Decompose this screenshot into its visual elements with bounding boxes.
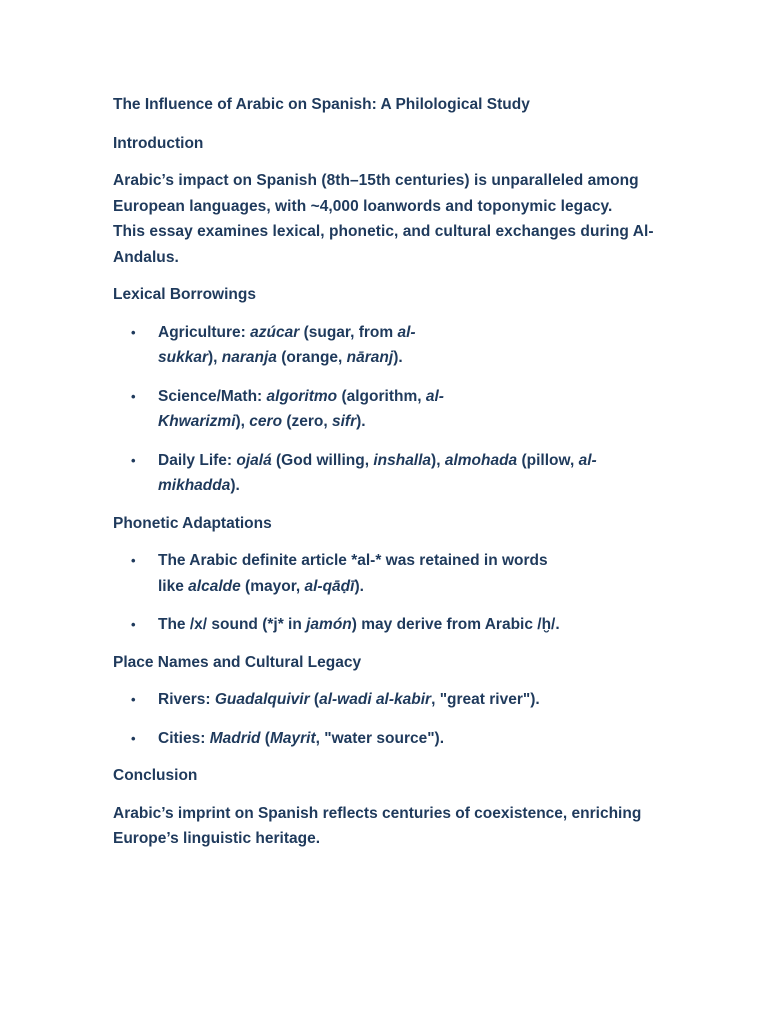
item-text: The Arabic definite article *al-* was retained in words bbox=[158, 552, 548, 569]
item-text: ), bbox=[207, 349, 222, 366]
item-text: ). bbox=[230, 477, 240, 494]
item-label: Agriculture: bbox=[158, 323, 251, 341]
term: ojalá bbox=[236, 451, 272, 469]
bullet-icon: • bbox=[131, 388, 136, 404]
conclusion-paragraph bbox=[113, 801, 673, 852]
term: jamón bbox=[306, 616, 352, 633]
phonetic-list bbox=[113, 548, 673, 638]
list-item bbox=[113, 448, 673, 499]
item-text: ), bbox=[431, 451, 445, 469]
term: al- bbox=[397, 323, 416, 341]
term: inshalla bbox=[373, 451, 432, 469]
introduction-paragraph bbox=[113, 168, 673, 270]
item-text: ). bbox=[393, 349, 403, 366]
term: sifr bbox=[332, 413, 357, 430]
term: Guadalquivir bbox=[214, 691, 310, 708]
item-text: (sugar, from bbox=[299, 323, 398, 341]
term: azúcar bbox=[250, 323, 300, 341]
item-text: (algorithm, bbox=[337, 387, 426, 405]
item-text: ). bbox=[354, 577, 364, 595]
bullet-icon: • bbox=[131, 617, 136, 632]
term: al-wadi al-kabir bbox=[319, 691, 432, 708]
item-label: Rivers: bbox=[158, 691, 215, 708]
item-text: ( bbox=[309, 691, 320, 708]
conclusion-line: Europe’s linguistic heritage. bbox=[113, 830, 320, 847]
term: Mayrit bbox=[269, 729, 316, 747]
section-heading-conclusion: Conclusion bbox=[113, 767, 198, 784]
item-text: ). bbox=[356, 413, 366, 430]
item-text: (zero, bbox=[282, 413, 332, 430]
term: almohada bbox=[444, 451, 518, 469]
list-item bbox=[113, 612, 673, 638]
list-item bbox=[113, 548, 673, 599]
term: alcalde bbox=[188, 577, 241, 595]
section-heading-introduction: Introduction bbox=[113, 134, 204, 152]
item-text: (God willing, bbox=[271, 451, 374, 469]
item-label: Cities: bbox=[158, 729, 210, 747]
term: algoritmo bbox=[266, 387, 338, 405]
term: nāranj bbox=[346, 349, 394, 366]
term: Madrid bbox=[209, 729, 261, 747]
term: cero bbox=[249, 413, 283, 430]
item-text: , "water source"). bbox=[315, 729, 445, 747]
section-heading-phonetic: Phonetic Adaptations bbox=[113, 514, 272, 532]
section-heading-lexical: Lexical Borrowings bbox=[113, 286, 256, 303]
places-list bbox=[113, 687, 673, 751]
bullet-icon: • bbox=[131, 553, 136, 568]
list-item bbox=[113, 726, 673, 752]
list-item bbox=[113, 687, 673, 713]
term: al-qāḍī bbox=[304, 577, 355, 595]
list-item bbox=[113, 384, 673, 435]
item-text: ) may derive from Arabic /ḫ/. bbox=[351, 616, 560, 633]
item-text: , "great river"). bbox=[431, 691, 540, 708]
bullet-icon: • bbox=[131, 324, 136, 340]
document-page bbox=[113, 92, 673, 864]
list-item bbox=[113, 320, 673, 371]
bullet-icon: • bbox=[131, 452, 136, 468]
intro-line: European languages, with ~4,000 loanwords and toponymic legacy. bbox=[113, 197, 613, 215]
term: sukkar bbox=[158, 349, 208, 366]
item-text: (orange, bbox=[276, 349, 347, 366]
item-text: (pillow, bbox=[517, 451, 579, 469]
item-text: (mayor, bbox=[240, 577, 305, 595]
bullet-icon: • bbox=[131, 692, 136, 707]
item-text: ( bbox=[260, 729, 270, 747]
term: al- bbox=[425, 387, 444, 405]
intro-line: Andalus. bbox=[113, 248, 179, 266]
item-text: The /x/ sound (*j* in bbox=[158, 616, 307, 633]
bullet-icon: • bbox=[131, 730, 136, 746]
item-text: like bbox=[158, 577, 189, 595]
item-label: Science/Math: bbox=[158, 387, 267, 405]
term: Khwarizmi bbox=[158, 413, 236, 430]
lexical-list bbox=[113, 320, 673, 499]
document-title: The Influence of Arabic on Spanish: A Philological Study bbox=[113, 96, 530, 113]
intro-line: Arabic’s impact on Spanish (8th–15th centuries) is unparalleled among bbox=[113, 172, 639, 189]
item-label: Daily Life: bbox=[158, 451, 237, 469]
section-heading-places: Place Names and Cultural Legacy bbox=[113, 653, 362, 671]
term: mikhadda bbox=[158, 477, 231, 494]
item-text: ), bbox=[235, 413, 250, 430]
term: al- bbox=[578, 451, 597, 469]
intro-line: This essay examines lexical, phonetic, and cultural exchanges during Al- bbox=[113, 223, 654, 240]
conclusion-line: Arabic’s imprint on Spanish reflects centuries of coexistence, enriching bbox=[113, 804, 642, 822]
term: naranja bbox=[221, 349, 277, 366]
